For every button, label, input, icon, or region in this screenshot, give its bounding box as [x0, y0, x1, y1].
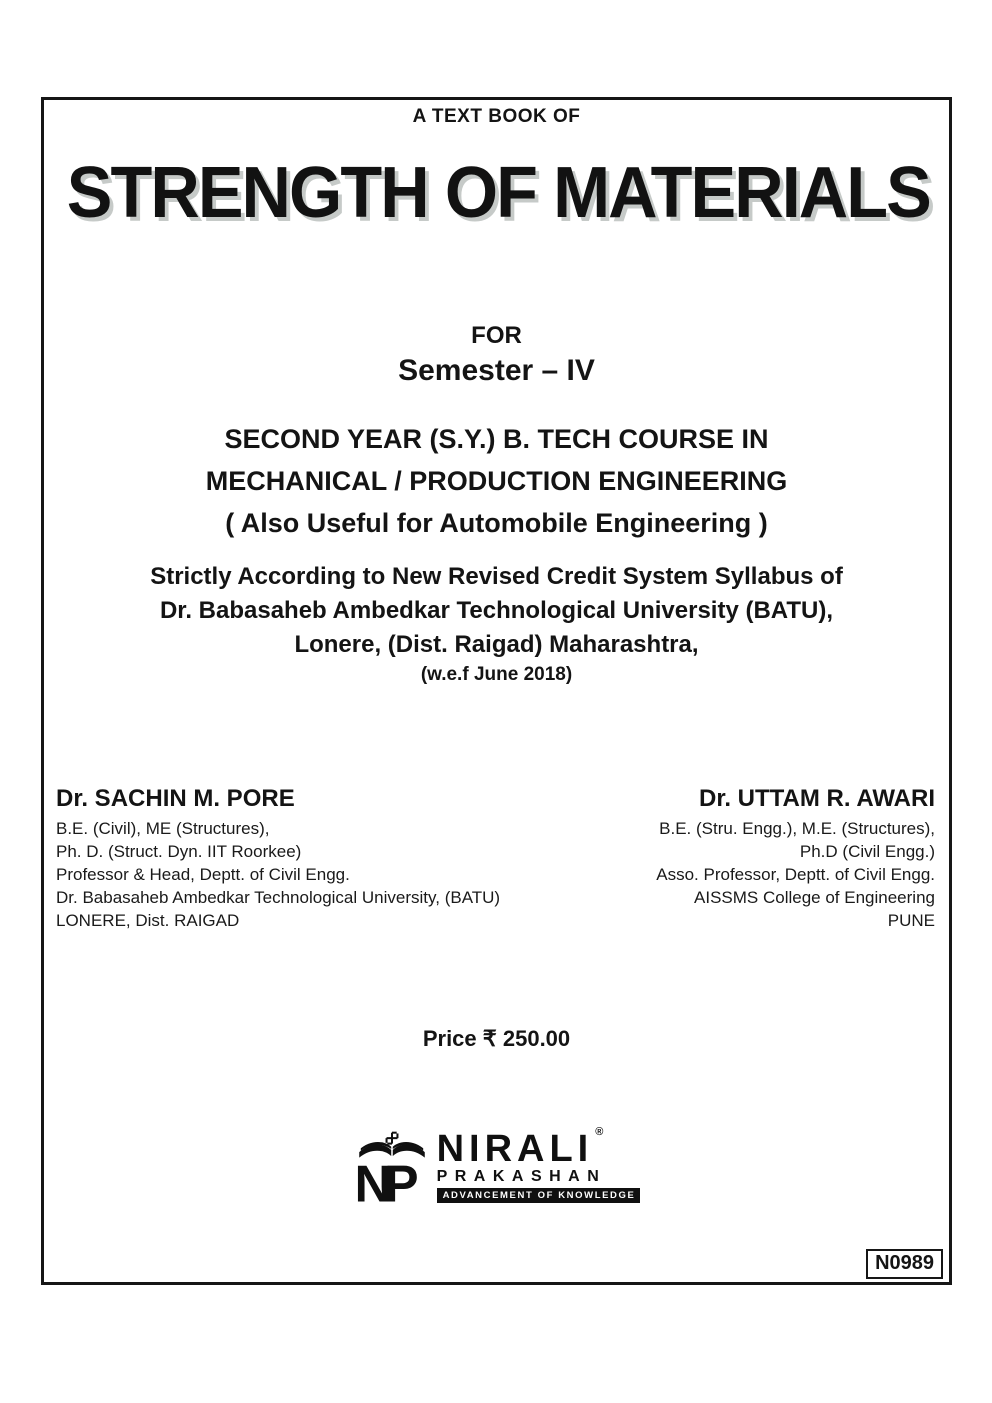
effective-date: (w.e.f June 2018): [420, 664, 573, 685]
author-right: [656, 784, 935, 932]
author-right-position: Asso. Professor, Deptt. of Civil Engg.: [656, 865, 935, 884]
np-letters: [354, 1154, 418, 1206]
syllabus-line-3: Lonere, (Dist. Raigad) Maharashtra,: [294, 631, 699, 658]
publisher-logo: [44, 1128, 949, 1206]
cover-border-frame: [41, 97, 952, 1285]
author-left-degree-1: B.E. (Civil), ME (Structures),: [56, 819, 270, 838]
price-label: Price ₹ 250.00: [422, 1026, 571, 1051]
swastika-icon: [386, 1133, 397, 1144]
authors-section: [56, 784, 935, 932]
author-left: [56, 784, 500, 932]
author-right-degree-1: B.E. (Stru. Engg.), M.E. (Structures),: [659, 819, 935, 838]
course-line-2: MECHANICAL / PRODUCTION ENGINEERING: [205, 466, 788, 496]
semester-label: Semester – IV: [398, 354, 595, 387]
course-description: [44, 418, 949, 544]
author-right-name: Dr. UTTAM R. AWARI: [699, 785, 935, 812]
author-left-institution: Dr. Babasaheb Ambedkar Technological University, (BATU): [56, 888, 501, 907]
letter-p: P: [383, 1154, 419, 1206]
author-left-degree-2: Ph. D. (Struct. Dyn. IIT Roorkee): [56, 842, 302, 861]
publisher-name-row: [436, 1126, 604, 1170]
author-right-location: PUNE: [887, 911, 935, 930]
author-right-degree-2: Ph.D (Civil Engg.): [799, 842, 935, 861]
publisher-subname: PRAKASHAN: [436, 1168, 607, 1185]
author-left-name: Dr. SACHIN M. PORE: [56, 785, 295, 812]
publisher-text-block: [436, 1126, 641, 1203]
syllabus-line-2: Dr. Babasaheb Ambedkar Technological University (BATU),: [159, 597, 834, 624]
book-title-wrap: [44, 153, 949, 233]
course-line-1: SECOND YEAR (S.Y.) B. TECH COURSE IN: [224, 424, 769, 454]
course-line-3: ( Also Useful for Automobile Engineering ): [225, 508, 768, 538]
publisher-name: NIRALI: [436, 1128, 594, 1170]
registered-trademark-icon: ®: [595, 1126, 604, 1138]
author-left-position: Professor & Head, Deptt. of Civil Engg.: [56, 865, 350, 884]
for-label: FOR: [471, 322, 522, 349]
author-left-location: LONERE, Dist. RAIGAD: [56, 911, 240, 930]
syllabus-line-1: Strictly According to New Revised Credit System Syllabus of: [150, 563, 843, 590]
letter-n: N: [354, 1154, 392, 1206]
book-title: STRENGTH OF MATERIALS: [66, 153, 930, 233]
author-right-institution: AISSMS College of Engineering: [694, 888, 935, 907]
publisher-tagline: ADVANCEMENT OF KNOWLEDGE: [437, 1188, 641, 1203]
syllabus-note: [44, 560, 949, 662]
nirali-monogram-icon: [353, 1128, 431, 1206]
book-code-badge: N0989: [866, 1249, 943, 1279]
book-type-label: A TEXT BOOK OF: [412, 106, 581, 127]
